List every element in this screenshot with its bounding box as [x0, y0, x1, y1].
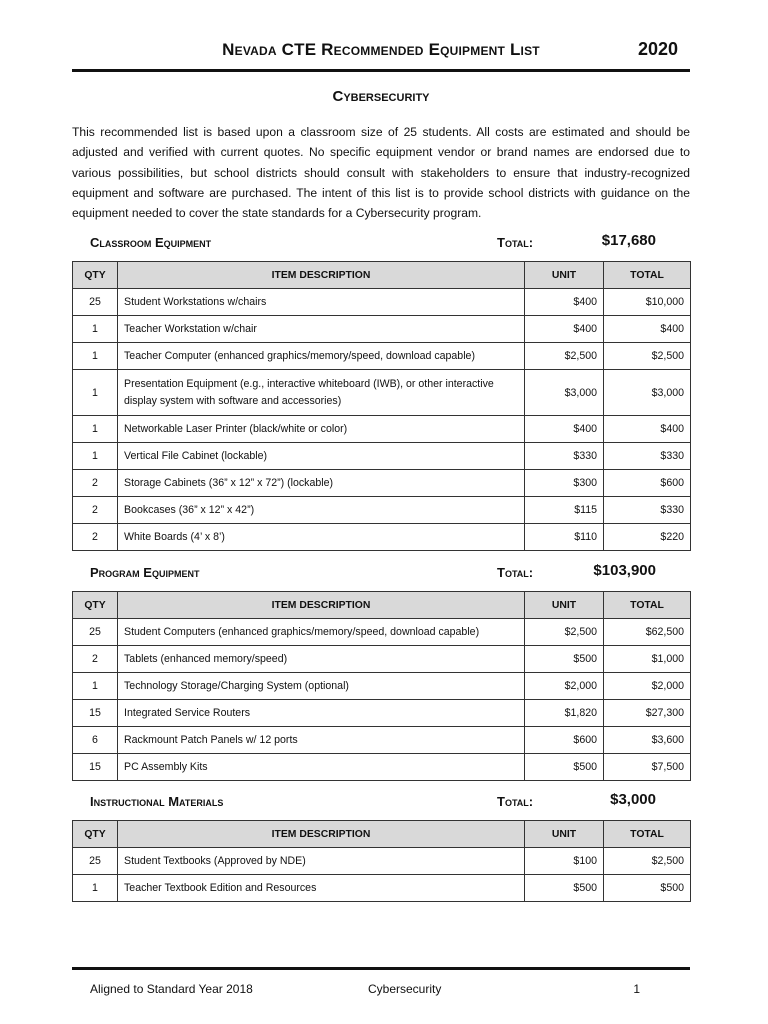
table-row	[73, 619, 691, 646]
total-cell: $10,000	[604, 289, 691, 316]
unit-cell: $300	[525, 470, 604, 497]
total-header: TOTAL	[604, 262, 691, 289]
total-cell: $220	[604, 524, 691, 551]
unit-cell: $600	[525, 727, 604, 754]
qty-cell: 1	[73, 443, 118, 470]
table-row	[73, 673, 691, 700]
description-cell: Teacher Computer (enhanced graphics/memory/speed, download capable)	[118, 343, 525, 370]
description-cell: Integrated Service Routers	[118, 700, 525, 727]
program-title: Cybersecurity	[332, 88, 430, 105]
description-cell: Bookcases (36” x 12” x 42”)	[118, 497, 525, 524]
total-cell: $2,500	[604, 343, 691, 370]
unit-cell: $110	[525, 524, 604, 551]
section-title: Program Equipment	[90, 565, 200, 580]
description-cell: Storage Cabinets (36” x 12” x 72”) (lockable)	[118, 470, 525, 497]
total-cell: $27,300	[604, 700, 691, 727]
table-row	[73, 316, 691, 343]
total-cell: $2,000	[604, 673, 691, 700]
total-cell: $500	[604, 875, 691, 902]
total-cell: $400	[604, 416, 691, 443]
description-header: ITEM DESCRIPTION	[118, 821, 525, 848]
qty-cell: 25	[73, 848, 118, 875]
program-section-header	[90, 562, 670, 584]
section-total: $103,900	[593, 562, 656, 579]
total-cell: $330	[604, 443, 691, 470]
unit-cell: $500	[525, 875, 604, 902]
page-number: 1	[633, 982, 640, 996]
total-cell: $1,000	[604, 646, 691, 673]
table-header-row	[73, 262, 691, 289]
total-label: Total:	[497, 794, 534, 809]
table-row	[73, 754, 691, 781]
description-cell: Presentation Equipment (e.g., interactive whiteboard (IWB), or other interactive display system with software and accessories)	[118, 370, 525, 416]
table-header-row	[73, 821, 691, 848]
qty-cell: 1	[73, 416, 118, 443]
document-year: 2020	[637, 39, 678, 59]
description-cell: Networkable Laser Printer (black/white or color)	[118, 416, 525, 443]
qty-cell: 6	[73, 727, 118, 754]
footer-program: Cybersecurity	[368, 982, 442, 996]
unit-cell: $400	[525, 289, 604, 316]
total-cell: $3,600	[604, 727, 691, 754]
total-label: Total:	[497, 235, 534, 250]
qty-cell: 25	[73, 619, 118, 646]
qty-cell: 15	[73, 700, 118, 727]
total-cell: $600	[604, 470, 691, 497]
table-row	[73, 370, 691, 416]
table-row	[73, 497, 691, 524]
total-cell: $400	[604, 316, 691, 343]
table-row	[73, 875, 691, 902]
description-cell: Student Workstations w/chairs	[118, 289, 525, 316]
table-row	[73, 700, 691, 727]
description-cell: Vertical File Cabinet (lockable)	[118, 443, 525, 470]
description-cell: Teacher Workstation w/chair	[118, 316, 525, 343]
classroom-equipment-table	[72, 261, 691, 551]
qty-cell: 2	[73, 524, 118, 551]
total-cell: $62,500	[604, 619, 691, 646]
total-cell: $2,500	[604, 848, 691, 875]
unit-cell: $330	[525, 443, 604, 470]
section-title: Instructional Materials	[90, 794, 224, 809]
table-row	[73, 524, 691, 551]
unit-cell: $500	[525, 646, 604, 673]
unit-cell: $115	[525, 497, 604, 524]
description-cell: Technology Storage/Charging System (optional)	[118, 673, 525, 700]
total-cell: $330	[604, 497, 691, 524]
instructional-materials-table	[72, 820, 691, 902]
qty-cell: 2	[73, 646, 118, 673]
table-row	[73, 727, 691, 754]
qty-header: QTY	[73, 821, 118, 848]
classroom-section-header	[90, 232, 670, 254]
unit-header: UNIT	[525, 821, 604, 848]
description-cell: White Boards (4’ x 8’)	[118, 524, 525, 551]
qty-cell: 1	[73, 673, 118, 700]
unit-cell: $2,000	[525, 673, 604, 700]
table-header-row	[73, 592, 691, 619]
section-total: $3,000	[610, 791, 656, 808]
instructional-section-header	[90, 791, 670, 813]
total-header: TOTAL	[604, 592, 691, 619]
description-cell: Teacher Textbook Edition and Resources	[118, 875, 525, 902]
table-row	[73, 343, 691, 370]
unit-cell: $1,820	[525, 700, 604, 727]
description-cell: Tablets (enhanced memory/speed)	[118, 646, 525, 673]
description-header: ITEM DESCRIPTION	[118, 592, 525, 619]
page-header	[72, 38, 690, 72]
description-cell: Student Textbooks (Approved by NDE)	[118, 848, 525, 875]
unit-cell: $400	[525, 416, 604, 443]
page-footer	[72, 967, 690, 1007]
table-row	[73, 416, 691, 443]
document-title: Nevada CTE Recommended Equipment List	[222, 40, 540, 59]
total-header: TOTAL	[604, 821, 691, 848]
table-row	[73, 289, 691, 316]
unit-cell: $3,000	[525, 370, 604, 416]
table-row	[73, 443, 691, 470]
description-cell: Rackmount Patch Panels w/ 12 ports	[118, 727, 525, 754]
unit-cell: $400	[525, 316, 604, 343]
table-row	[73, 646, 691, 673]
unit-header: UNIT	[525, 262, 604, 289]
program-equipment-table	[72, 591, 691, 781]
description-header: ITEM DESCRIPTION	[118, 262, 525, 289]
unit-cell: $100	[525, 848, 604, 875]
qty-cell: 15	[73, 754, 118, 781]
unit-header: UNIT	[525, 592, 604, 619]
table-row	[73, 848, 691, 875]
qty-header: QTY	[73, 262, 118, 289]
unit-cell: $2,500	[525, 343, 604, 370]
description-cell: PC Assembly Kits	[118, 754, 525, 781]
section-total: $17,680	[601, 232, 656, 249]
qty-cell: 1	[73, 875, 118, 902]
unit-cell: $500	[525, 754, 604, 781]
qty-cell: 2	[73, 470, 118, 497]
qty-cell: 1	[73, 370, 118, 416]
qty-cell: 1	[73, 343, 118, 370]
total-cell: $7,500	[604, 754, 691, 781]
total-cell: $3,000	[604, 370, 691, 416]
qty-header: QTY	[73, 592, 118, 619]
description-cell: Student Computers (enhanced graphics/memory/speed, download capable)	[118, 619, 525, 646]
qty-cell: 25	[73, 289, 118, 316]
table-row	[73, 470, 691, 497]
intro-paragraph: This recommended list is based upon a classroom size of 25 students. All costs are estimated and should be adjusted and verified with current quotes. No specific equipment vendor or brand names are endorsed due to various possibilities, but school districts should consult with stakeholders to ensure that industry-recognized equipment and software are purchased. The intent of this list is to provide school districts with guidance on the equipment needed to cover the state standards for a Cybersecurity program.	[72, 125, 690, 221]
qty-cell: 2	[73, 497, 118, 524]
footer-standard-year: Aligned to Standard Year 2018	[90, 982, 253, 996]
section-title: Classroom Equipment	[90, 235, 212, 250]
total-label: Total:	[497, 565, 534, 580]
qty-cell: 1	[73, 316, 118, 343]
unit-cell: $2,500	[525, 619, 604, 646]
